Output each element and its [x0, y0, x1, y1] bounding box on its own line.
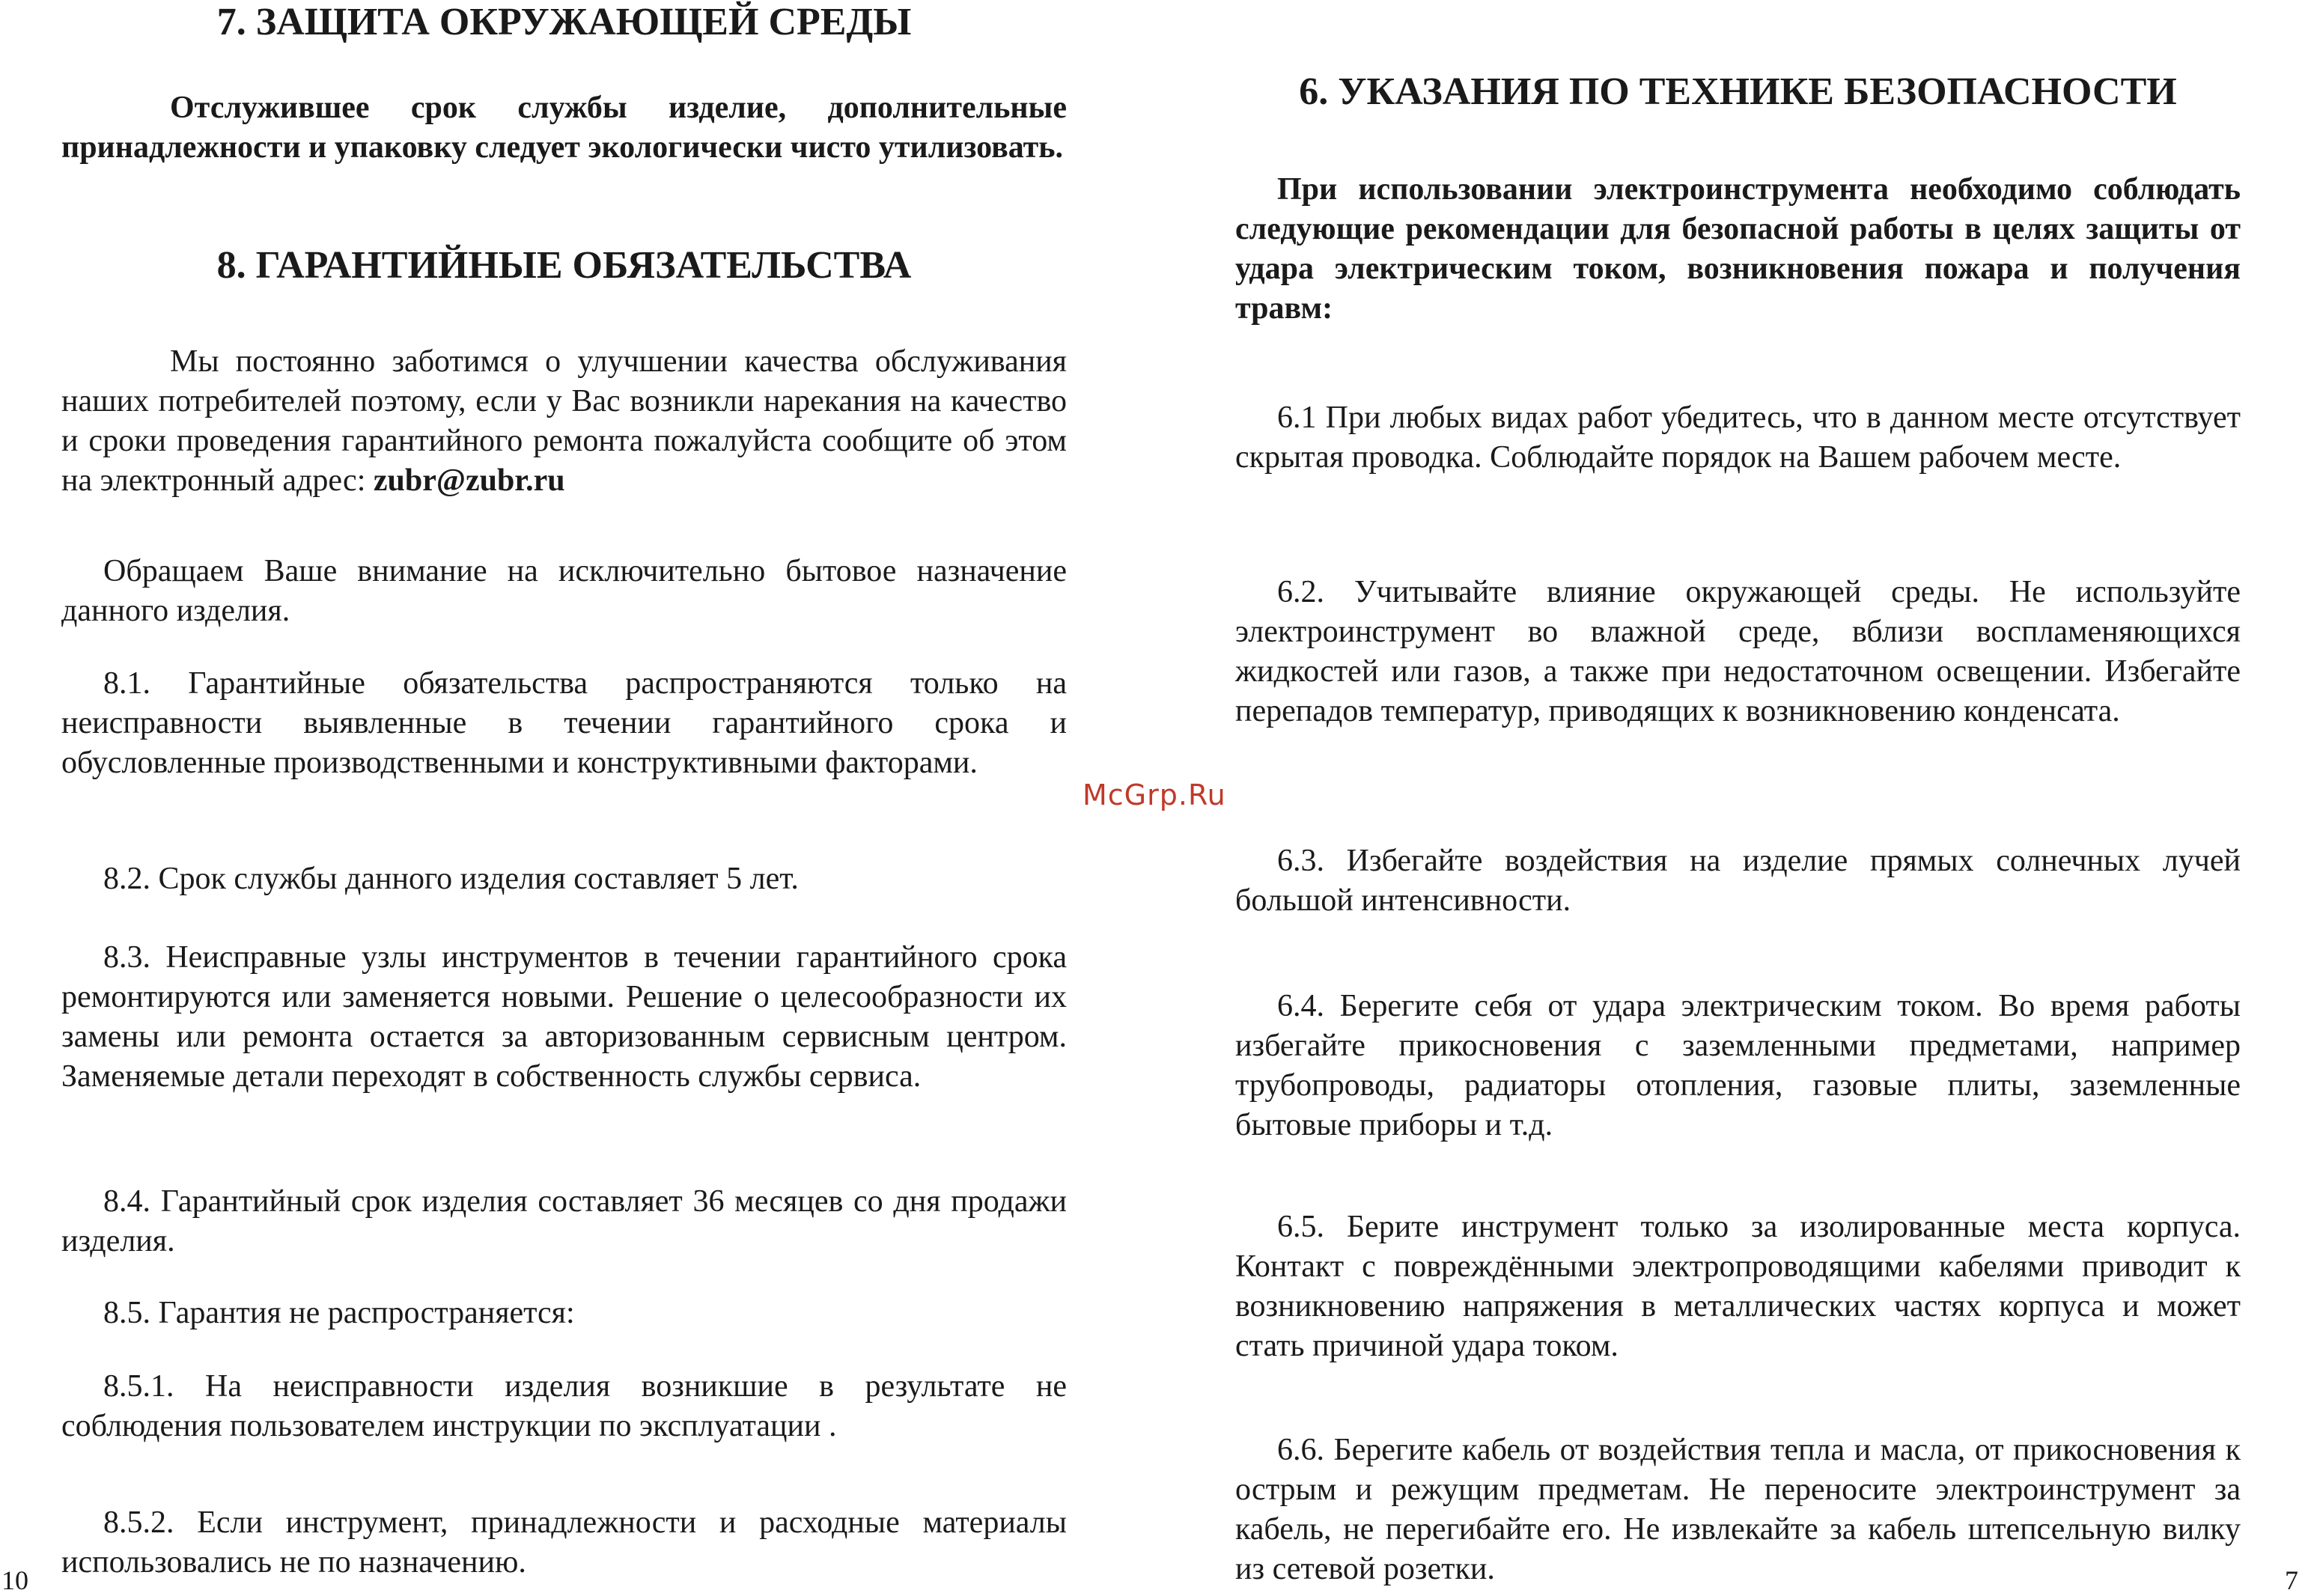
attention-note: Обращаем Ваше внимание на исключительно бытовое назначение данного изделия. [61, 554, 1067, 628]
section-6-title: 6. УКАЗАНИЯ ПО ТЕХНИКЕ БЕЗОПАСНОСТИ [1299, 70, 2177, 113]
section-7-text: Отслужившее срок службы изделие, дополнительные принадлежности и упаковку следует экологически чисто утилизовать. [61, 91, 1067, 165]
clause-8-5-1: 8.5.1. На неисправности изделия возникшие в результате не соблюдения пользователем инструкции по эксплуатации . [61, 1369, 1067, 1443]
clause-6-2: 6.2. Учитывайте влияние окружающей среды. Не используйте электроинструмент во влажной среде, вблизи воспламеняющихся жидкостей или газов, а также при недостаточном освещении. Избегайте перепадов температур, приводящих к возникновению конденсата. [1235, 575, 2241, 728]
warranty-intro [61, 342, 1067, 501]
watermark: McGrp.Ru [1083, 779, 1226, 811]
page-number-left: 10 [1, 1565, 28, 1595]
clause-6-1: 6.1 При любых видах работ убедитесь, что в данном месте отсутствует скрытая проводка. Соблюдайте порядок на Вашем рабочем месте. [1235, 400, 2241, 475]
clause-8-3: 8.3. Неисправные узлы инструментов в течении гарантийного срока ремонтируются или заменяется новыми. Решение о целесообразности их замены или ремонта остается за авторизованным сервисным центром. Заменяемые детали переходят в собственность службы сервиса. [61, 940, 1067, 1094]
clause-6-3: 6.3. Избегайте воздействия на изделие прямых солнечных лучей большой интенсивности. [1235, 844, 2241, 918]
section-7-title: 7. ЗАЩИТА ОКРУЖАЮЩЕЙ СРЕДЫ [216, 1, 912, 43]
clause-8-4: 8.4. Гарантийный срок изделия составляет 36 месяцев со дня продажи изделия. [61, 1184, 1067, 1258]
clause-8-5: 8.5. Гарантия не распространяется: [103, 1296, 575, 1330]
clause-6-4: 6.4. Берегите себя от удара электрическим током. Во время работы избегайте прикосновения с заземленными предметами, например трубопроводы, радиаторы отопления, газовые плиты, заземленные бытовые приборы и т.д. [1235, 989, 2241, 1142]
safety-intro: При использовании электроинструмента необходимо соблюдать следующие рекомендации для безопасной работы в целях защиты от удара электрическим током, возникновения пожара и получения травм: [1235, 172, 2241, 326]
clause-8-1: 8.1. Гарантийные обязательства распространяются только на неисправности выявленные в течении гарантийного срока и обусловленные производственными и конструктивными факторами. [61, 666, 1067, 780]
warranty-intro-text: Мы постоянно заботимся о улучшении качества обслуживания наших потребителей поэтому, если у Вас возникли нарекания на качество и сроки проведения гарантийного ремонта пожалуйста сообщите об этом на электронный адрес: [61, 344, 1067, 498]
page-number-right: 7 [2285, 1565, 2298, 1595]
clause-8-5-2: 8.5.2. Если инструмент, принадлежности и расходные материалы использовались не по назначению. [61, 1505, 1067, 1580]
clause-8-2: 8.2. Срок службы данного изделия составляет 5 лет. [103, 862, 799, 896]
email-address[interactable]: zubr@zubr.ru [373, 463, 565, 498]
clause-6-5: 6.5. Берите инструмент только за изолированные места корпуса. Контакт с повреждёнными электропроводящими кабелями приводит к возникновению напряжения в металлических частях корпуса и может стать причиной удара током. [1235, 1210, 2241, 1363]
clause-6-6: 6.6. Берегите кабель от воздействия тепла и масла, от прикосновения к острым и режущим предметам. Не переносите электроинструмент за кабель, не перегибайте его. Не извлекайте за кабель штепсельную вилку из сетевой розетки. [1235, 1433, 2241, 1586]
section-8-title: 8. ГАРАНТИЙНЫЕ ОБЯЗАТЕЛЬСТВА [216, 244, 912, 287]
